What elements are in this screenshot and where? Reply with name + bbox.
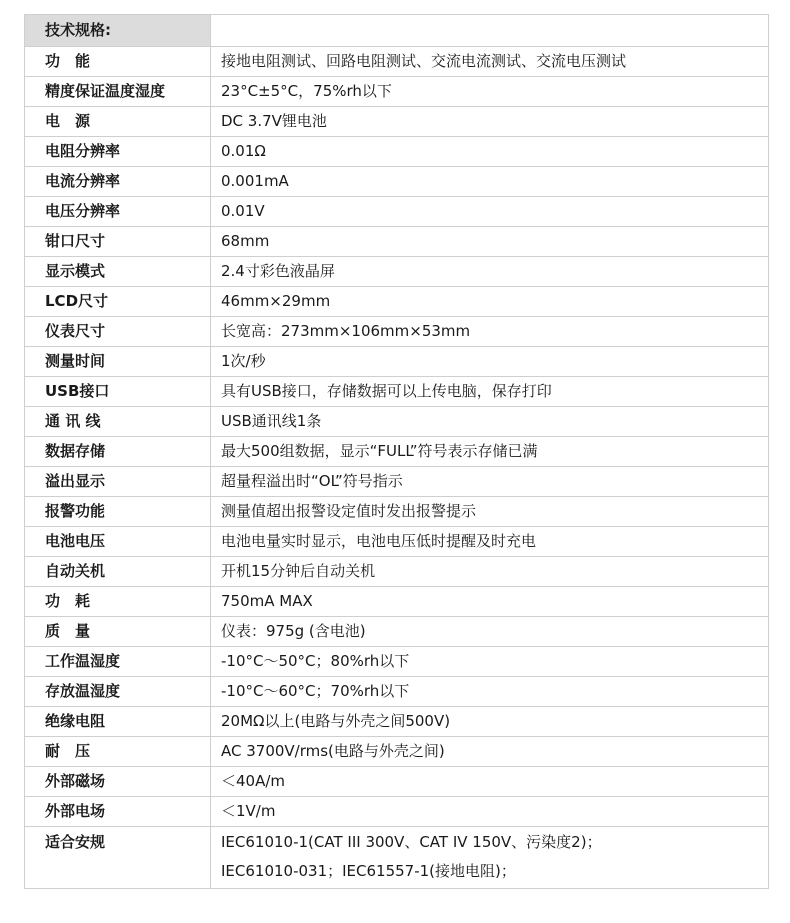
spec-label: 外部磁场 [25,767,211,797]
spec-row [25,497,769,527]
spec-label: 电阻分辨率 [25,137,211,167]
spec-label: 数据存储 [25,437,211,467]
spec-value: 开机15分钟后自动关机 [211,557,769,587]
spec-row [25,797,769,827]
spec-row [25,287,769,317]
spec-value: 0.001mA [211,167,769,197]
spec-value: 46mm×29mm [211,287,769,317]
spec-value: USB通讯线1条 [211,407,769,437]
spec-row [25,227,769,257]
spec-value: -10°C～50°C；80%rh以下 [211,647,769,677]
spec-row [25,317,769,347]
spec-value: 68mm [211,227,769,257]
spec-label: 存放温湿度 [25,677,211,707]
spec-value: 超量程溢出时“OL”符号指示 [211,467,769,497]
spec-row [25,377,769,407]
spec-label: 电池电压 [25,527,211,557]
spec-label: 适合安规 [25,827,211,889]
spec-row [25,737,769,767]
spec-value: 750mA MAX [211,587,769,617]
spec-value: 长宽高：273mm×106mm×53mm [211,317,769,347]
spec-row [25,407,769,437]
spec-value: 接地电阻测试、回路电阻测试、交流电流测试、交流电压测试 [211,47,769,77]
spec-row [25,77,769,107]
spec-label: 功 耗 [25,587,211,617]
spec-row [25,167,769,197]
spec-value [211,827,769,889]
spec-label: USB接口 [25,377,211,407]
spec-row [25,587,769,617]
spec-value: 最大500组数据，显示“FULL”符号表示存储已满 [211,437,769,467]
spec-value: 仪表：975g (含电池) [211,617,769,647]
spec-row [25,707,769,737]
spec-row [25,47,769,77]
spec-row [25,617,769,647]
spec-row [25,437,769,467]
spec-row [25,197,769,227]
spec-row [25,647,769,677]
spec-label: 通 讯 线 [25,407,211,437]
spec-value: 23°C±5°C，75%rh以下 [211,77,769,107]
spec-row-safety [25,827,769,889]
spec-row [25,467,769,497]
spec-value: ＜40A/m [211,767,769,797]
spec-label: 测量时间 [25,347,211,377]
spec-label: 绝缘电阻 [25,707,211,737]
spec-label: 报警功能 [25,497,211,527]
spec-row [25,767,769,797]
spec-label: 功 能 [25,47,211,77]
spec-row [25,137,769,167]
spec-value: 测量值超出报警设定值时发出报警提示 [211,497,769,527]
spec-label: 电压分辨率 [25,197,211,227]
spec-label: 工作温湿度 [25,647,211,677]
spec-value: 1次/秒 [211,347,769,377]
spec-label: 电流分辨率 [25,167,211,197]
spec-label: 质 量 [25,617,211,647]
spec-label: 电 源 [25,107,211,137]
spec-value: 2.4寸彩色液晶屏 [211,257,769,287]
spec-label: 显示模式 [25,257,211,287]
section-header-row [25,15,769,47]
spec-row [25,347,769,377]
spec-row [25,677,769,707]
spec-value: 0.01V [211,197,769,227]
spec-label: LCD尺寸 [25,287,211,317]
spec-label: 仪表尺寸 [25,317,211,347]
spec-value: DC 3.7V锂电池 [211,107,769,137]
spec-value-line: IEC61010-1(CAT III 300V、CAT IV 150V、污染度2)； [221,833,602,851]
spec-value: AC 3700V/rms(电路与外壳之间) [211,737,769,767]
spec-label: 耐 压 [25,737,211,767]
spec-row [25,107,769,137]
spec-value: 20MΩ以上(电路与外壳之间500V) [211,707,769,737]
spec-table [24,14,769,889]
section-title: 技术规格: [25,15,211,47]
spec-value: 具有USB接口，存储数据可以上传电脑，保存打印 [211,377,769,407]
spec-row [25,257,769,287]
spec-label: 精度保证温度湿度 [25,77,211,107]
spec-value: 电池电量实时显示，电池电压低时提醒及时充电 [211,527,769,557]
spec-value-line: IEC61010-031；IEC61557-1(接地电阻)； [221,862,516,880]
spec-value: -10°C～60°C；70%rh以下 [211,677,769,707]
spec-label: 自动关机 [25,557,211,587]
spec-value: 0.01Ω [211,137,769,167]
spec-value: ＜1V/m [211,797,769,827]
spec-label: 钳口尺寸 [25,227,211,257]
spec-label: 外部电场 [25,797,211,827]
section-header-blank [211,15,769,47]
spec-label: 溢出显示 [25,467,211,497]
spec-row [25,527,769,557]
spec-row [25,557,769,587]
